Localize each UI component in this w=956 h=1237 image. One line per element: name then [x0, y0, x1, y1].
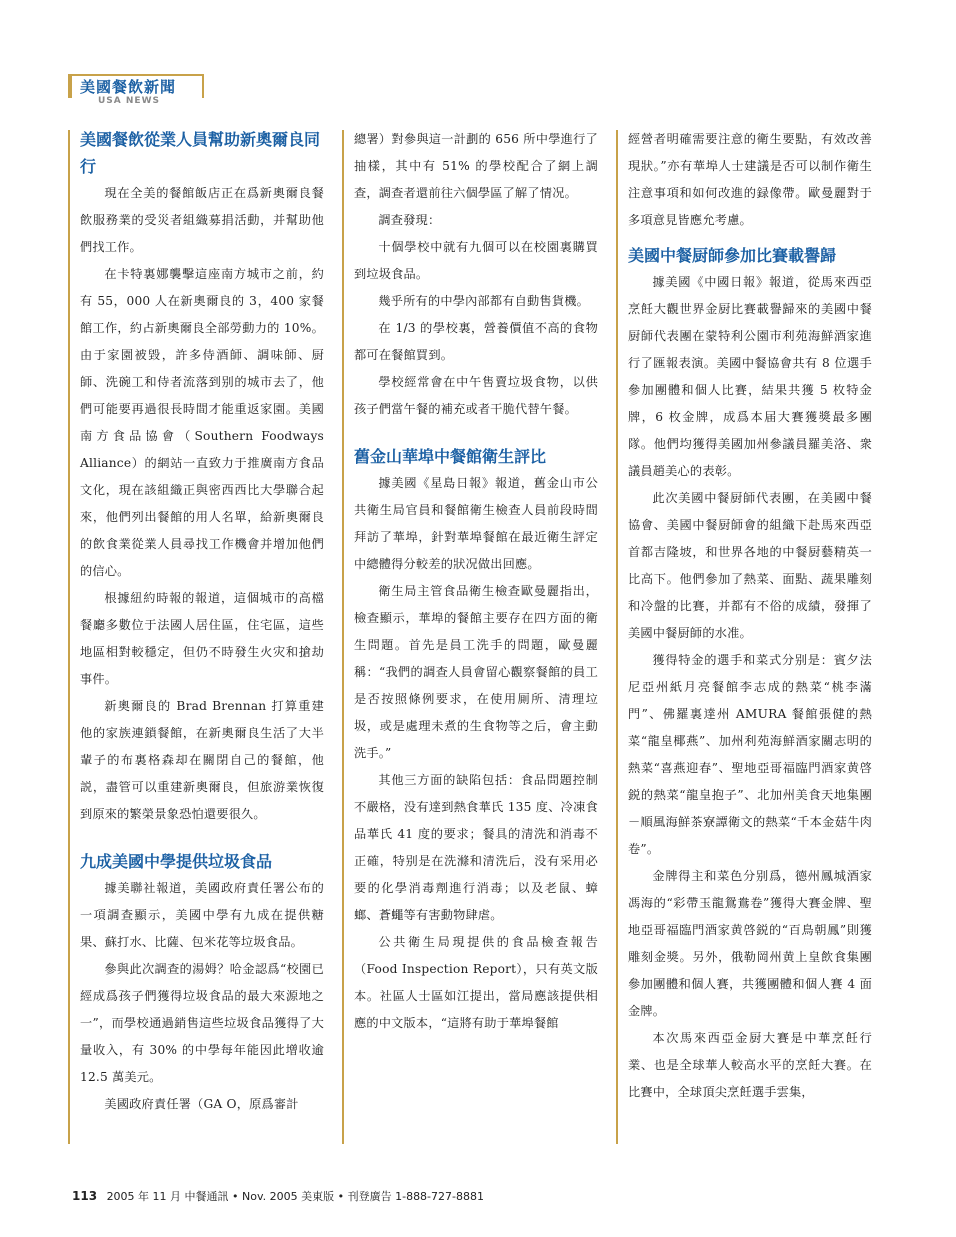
- section-subtitle: USA NEWS: [98, 96, 160, 106]
- paragraph: 在 1/3 的學校裏，營養價值不高的食物都可在餐館買到。: [354, 321, 598, 362]
- paragraph: 十個學校中就有九個可以在校園裏購買到垃圾食品。: [354, 240, 598, 281]
- paragraph: 現在全美的餐館飯店正在爲新奧爾良餐飲服務業的受災者組織募捐活動，并幫助他們找工作。: [80, 186, 324, 254]
- footer-text: 2005 年 11 月 中餐通訊 • Nov. 2005 美東版 • 刊登廣告 1-888-727-8881: [106, 1190, 484, 1203]
- column-rule: [616, 130, 618, 1144]
- article-headline: 美國餐飲從業人員幫助新奧爾良同行: [80, 130, 321, 176]
- article-headline: 九成美國中學提供垃圾食品: [80, 852, 273, 871]
- paragraph: 獲得特金的選手和菜式分别是：賓夕法尼亞州紙月亮餐館李志成的熱菜“桃李滿門”、佛羅裏達州 AMURA 餐館張健的熱菜“龍皇椰燕”、加州利苑海鮮酒家關志明的熱菜“喜燕迎春”、聖地亞哥福臨門酒家黄啓鋭的熱菜“龍皇抱子”、北加州美食天地集團－順風海鮮茶寮譚衛文的熱菜“千本金菇牛肉卷”。: [628, 653, 872, 856]
- paragraph: 經營者明確需要注意的衛生要點，有效改善現狀。”亦有華埠人士建議是否可以制作衛生注意事項和如何改進的録像帶。歐曼麗對于多項意見皆應允考慮。: [628, 132, 872, 227]
- column-rule: [342, 130, 344, 1144]
- paragraph: 學校經常會在中午售賣垃圾食物，以供孩子們當午餐的補充或者干脆代替午餐。: [354, 375, 598, 416]
- paragraph: 據美聯社報道，美國政府責任署公布的一項調查顯示，美國中學有九成在提供糖果、蘇打水、比薩、包米花等垃圾食品。: [80, 881, 324, 949]
- paragraph: 調查發現：: [378, 213, 441, 227]
- article-headline: 舊金山華埠中餐館衛生評比: [354, 447, 547, 466]
- paragraph: 金牌得主和菜色分别爲，德州鳳城酒家馮海的“彩帶玉龍鴛鴦卷”獲得大賽金牌、聖地亞哥福臨門酒家黄啓鋭的“百鳥朝鳳”則獲雕刻金獎。另外，俄勒岡州黄上皇飲食集團參加團體和個人賽，共獲團體和個人賽 4 面金牌。: [628, 869, 872, 1018]
- column-1: [80, 126, 324, 1118]
- article-headline: 美國中餐厨師參加比賽載譽歸: [628, 246, 837, 265]
- column-rule: [68, 130, 70, 1144]
- paragraph: 衛生局主管食品衛生檢查歐曼麗指出，檢查顯示，華埠的餐館主要存在四方面的衛生問題。首先是員工洗手的問題，歐曼麗稱：“我們的調查人員會留心觀察餐館的員工是否按照條例要求，在使用厠所、清理垃圾，或是處理未煮的生食物等之后，會主動洗手。”: [354, 584, 598, 760]
- paragraph: 總署）對參與這一計劃的 656 所中學進行了抽樣，其中有 51% 的學校配合了網上調查，調查者還前往六個學區了解了情况。: [354, 132, 598, 200]
- paragraph: 據美國《星島日報》報道，舊金山市公共衛生局官員和餐館衛生檢查人員前段時間拜訪了華埠，針對華埠餐館在最近衛生評定中總體得分較差的狀况做出回應。: [354, 476, 598, 571]
- paragraph: 在卡特裏娜襲擊這座南方城市之前，約有 55，000 人在新奧爾良的 3，400 家餐館工作，約占新奧爾良全部勞動力的 10%。由于家園被毀，許多侍酒師、調味師、厨師、洗碗工和侍者流落到别的城市去了，他們可能要再過很長時間才能重返家園。美國南方食品協會（Southern Foodways Alliance）的網站一直致力于推廣南方食品文化，現在該組織正與密西西比大學聯合起來，他們列出餐館的用人名單，給新奧爾良的飲食業從業人員尋找工作機會并增加他們的信心。: [80, 267, 324, 578]
- paragraph: 參與此次調查的湯姆？哈金認爲“校園已經成爲孩子們獲得垃圾食品的最大來源地之一”，而學校通過銷售這些垃圾食品獲得了大量收入，有 30% 的中學每年能因此增收逾 12.5 萬美元。: [80, 962, 324, 1084]
- paragraph: 公共衛生局現提供的食品檢查報告（Food Inspection Report），只有英文版本。社區人士區如江提出，當局應該提供相應的中文版本，“這將有助于華埠餐館: [354, 935, 598, 1030]
- paragraph: 根據紐約時報的報道，這個城市的高檔餐廳多數位于法國人居住區，住宅區，這些地區相對較穩定，但仍不時發生火灾和搶劫事件。: [80, 591, 324, 686]
- page-number: 113: [72, 1189, 98, 1203]
- paragraph: 新奧爾良的 Brad Brennan 打算重建他的家族連鎖餐館，在新奧爾良生活了大半輩子的布裏格森却在關閉自己的餐館，他説，盡管可以重建新奧爾良，但旅游業恢復到原來的繁榮景象恐怕還要很久。: [80, 699, 324, 821]
- paragraph: 據美國《中國日報》報道，從馬來西亞烹飪大觀世界金厨比賽載譽歸來的美國中餐厨師代表團在蒙特利公園市利苑海鮮酒家進行了匯報表演。美國中餐協會共有 8 位選手參加團體和個人比賽，結果共獲 5 枚特金牌，6 枚金牌，成爲本届大賽獲獎最多團隊。他們均獲得美國加州參議員羅美洛、衆議員趙美心的表彰。: [628, 275, 872, 478]
- column-3: [628, 126, 872, 1106]
- column-2: [354, 126, 598, 1037]
- page-footer: [72, 1188, 484, 1204]
- paragraph: 美國政府責任署（GA O，原爲審計: [104, 1097, 299, 1111]
- section-header: [68, 74, 200, 106]
- paragraph: 本次馬來西亞金厨大賽是中華烹飪行業、也是全球華人較高水平的烹飪大賽。在比賽中，全球頂尖烹飪選手雲集，: [628, 1031, 872, 1099]
- paragraph: 其他三方面的缺陷包括：食品問題控制不嚴格，没有達到熱食華氏 135 度、冷凍食品華氏 41 度的要求；餐具的清洗和消毒不正確，特别是在洗滌和清洗后，没有采用必要的化學消毒劑進行消毒；以及老鼠、蟑螂、蒼蠅等有害動物肆虐。: [354, 773, 598, 922]
- paragraph: 幾乎所有的中學內部都有自動售貨機。: [378, 294, 589, 308]
- paragraph: 此次美國中餐厨師代表團，在美國中餐協會、美國中餐厨師會的組織下赴馬來西亞首都吉隆坡，和世界各地的中餐厨藝精英一比高下。他們參加了熱菜、面點、蔬果雕刻和冷盤的比賽，并都有不俗的成績，發揮了美國中餐厨師的水准。: [628, 491, 872, 640]
- section-title: 美國餐飲新聞: [80, 78, 177, 96]
